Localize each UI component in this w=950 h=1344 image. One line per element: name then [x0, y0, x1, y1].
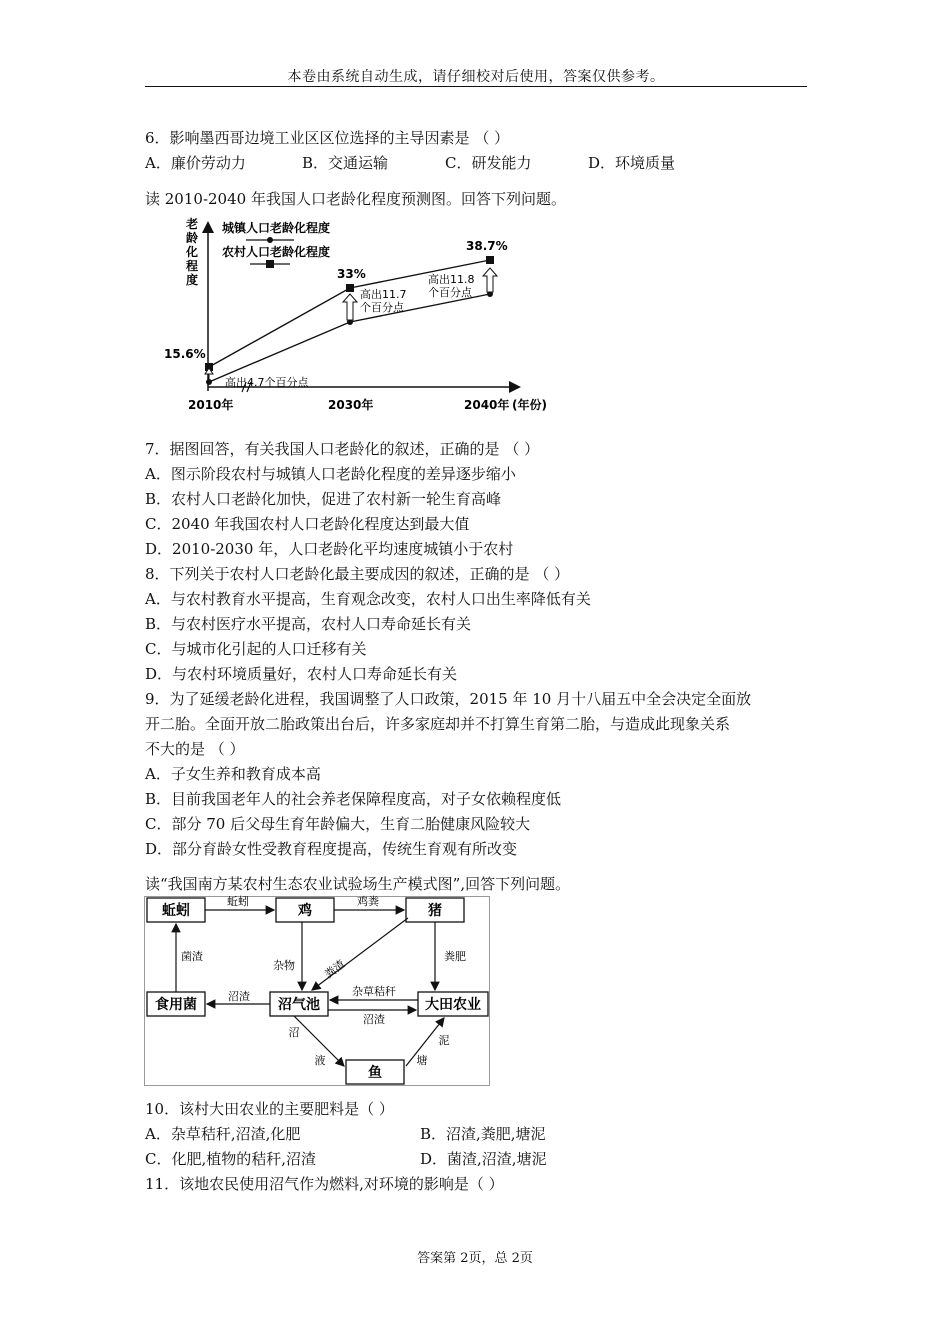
- q10-option-d: D．菌渣,沼渣,塘泥: [420, 1150, 547, 1168]
- edge-label-slurry-1: 沼: [288, 1026, 300, 1039]
- q10-option-a: A．杂草秸秆,沼渣,化肥: [145, 1125, 301, 1143]
- q8-option-d: D．与农村环境质量好，农村人口寿命延长有关: [145, 665, 458, 683]
- q6-option-d: D．环境质量: [588, 154, 676, 172]
- edge-label-slurry-2: 液: [314, 1054, 326, 1067]
- label-15-6: 15.6%: [164, 347, 206, 361]
- svg-text:沼气池: 沼气池: [278, 997, 320, 1013]
- edge-label-pond-1: 塘: [416, 1054, 428, 1067]
- gap-arrow-2040: [483, 268, 497, 292]
- svg-text:蚯蚓: 蚯蚓: [162, 903, 190, 919]
- svg-text:鸡: 鸡: [298, 903, 312, 919]
- annotation-2030-a: 高出11.7: [360, 288, 407, 301]
- edge-label-dung-residue: 粪渣: [322, 957, 348, 982]
- page-footer: 答案第 2页，总 2页: [417, 1251, 533, 1266]
- rural-point-2030: [346, 284, 354, 292]
- edge-label-manure: 粪肥: [444, 950, 466, 963]
- q10-stem: 10．该村大田农业的主要肥料是（ ）: [145, 1100, 394, 1118]
- x-tick-2010: 2010年: [188, 398, 234, 412]
- rural-point-2040: [486, 256, 494, 264]
- edge-label-pond-2: 泥: [438, 1034, 450, 1047]
- q9-option-d: D．部分育龄女性受教育程度提高，传统生育观有所改变: [145, 840, 518, 858]
- page-header: 本卷由系统自动生成，请仔细校对后使用，答案仅供参考。: [287, 69, 665, 85]
- q6-option-b: B．交通运输: [302, 154, 389, 172]
- q8-stem: 8．下列关于农村人口老龄化最主要成因的叙述，正确的是 （ ）: [145, 565, 570, 583]
- annotation-2010: 高出4.7个百分点: [225, 376, 309, 389]
- q9-option-a: A．子女生养和教育成本高: [145, 765, 321, 783]
- annotation-2030-b: 个百分点: [360, 301, 404, 314]
- edge-label-chicken-manure: 鸡粪: [357, 895, 379, 908]
- edge-label-biogas-residue-1: 沼渣: [228, 990, 250, 1003]
- x-axis-label: (年份): [512, 398, 547, 412]
- x-tick-2030: 2030年: [328, 398, 374, 412]
- svg-text:大田农业: 大田农业: [425, 997, 481, 1013]
- q7-option-c: C．2040 年我国农村人口老龄化程度达到最大值: [145, 515, 470, 533]
- legend-urban: 城镇人口老龄化程度: [222, 221, 331, 235]
- annotation-2040-a: 高出11.8: [428, 273, 475, 286]
- q8-option-c: C．与城市化引起的人口迁移有关: [145, 640, 367, 658]
- q9-stem-line-3: 不大的是 （ ）: [145, 740, 245, 758]
- label-38-7: 38.7%: [466, 239, 508, 253]
- svg-text:鱼: 鱼: [368, 1065, 382, 1081]
- aging-chart: [164, 216, 570, 416]
- q10-option-c: C．化肥,植物的秸秆,沼渣: [145, 1150, 317, 1168]
- intro-diagram: 读“我国南方某农村生态农业试验场生产模式图”,回答下列问题。: [145, 875, 571, 893]
- q9-option-c: C．部分 70 后父母生育年龄偏大，生育二胎健康风险较大: [145, 815, 531, 833]
- svg-text:猪: 猪: [428, 903, 442, 919]
- q10-option-b: B．沼渣,粪肥,塘泥: [420, 1125, 546, 1143]
- q9-stem-line-1: 9．为了延缓老龄化进程，我国调整了人口政策，2015 年 10 月十八届五中全会决定全面放: [145, 690, 752, 708]
- intro-chart: 读 2010-2040 年我国人口老龄化程度预测图。回答下列问题。: [145, 190, 566, 208]
- annotation-2040-b: 个百分点: [428, 286, 472, 299]
- q8-option-a: A．与农村教育水平提高，生育观念改变，农村人口出生率降低有关: [145, 590, 591, 608]
- edge-label-earthworm: 蚯蚓: [227, 895, 249, 908]
- label-33: 33%: [337, 267, 366, 281]
- q11-stem: 11．该地农民使用沼气作为燃料,对环境的影响是（ ）: [145, 1175, 504, 1193]
- eco-farm-diagram: [144, 896, 490, 1086]
- q7-option-b: B．农村人口老龄化加快，促进了农村新一轮生育高峰: [145, 490, 502, 508]
- q7-stem: 7．据图回答，有关我国人口老龄化的叙述，正确的是 （ ）: [145, 440, 540, 458]
- gap-arrow-2030: [343, 294, 357, 320]
- svg-text:食用菌: 食用菌: [155, 997, 197, 1013]
- edge-label-debris: 杂物: [273, 959, 295, 972]
- q7-option-a: A．图示阶段农村与城镇人口老龄化程度的差异逐步缩小: [145, 465, 516, 483]
- q6-stem: 6．影响墨西哥边境工业区区位选择的主导因素是 （ ）: [145, 129, 510, 147]
- q9-option-b: B．目前我国老年人的社会养老保障程度高，对子女依赖程度低: [145, 790, 562, 808]
- y-axis-label: 老龄化程度: [186, 217, 199, 287]
- q9-stem-line-2: 开二胎。全面开放二胎政策出台后，许多家庭却并不打算生育第二胎，与造成此现象关系: [145, 715, 731, 733]
- legend-rural: 农村人口老龄化程度: [222, 245, 331, 259]
- q6-option-a: A．廉价劳动力: [145, 154, 246, 172]
- q7-option-d: D．2010-2030 年，人口老龄化平均速度城镇小于农村: [145, 540, 514, 558]
- edge-label-biogas-residue-2: 沼渣: [363, 1013, 385, 1026]
- edge-label-mushroom-residue: 菌渣: [181, 950, 203, 963]
- edge-label-straw: 杂草秸秆: [352, 985, 396, 998]
- q8-option-b: B．与农村医疗水平提高，农村人口寿命延长有关: [145, 615, 472, 633]
- header-rule: [145, 86, 807, 87]
- x-tick-2040: 2040年: [464, 398, 510, 412]
- q6-option-c: C．研发能力: [445, 154, 532, 172]
